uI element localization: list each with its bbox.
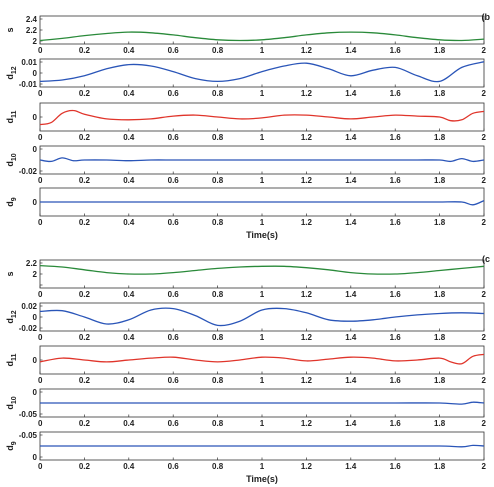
x-tick-label: 1.2 (300, 333, 312, 342)
x-tick-label: 0 (38, 462, 43, 471)
x-tick-label: 0.2 (78, 462, 90, 471)
x-tick-label: 0.4 (123, 376, 135, 385)
x-tick-label: 0.4 (123, 333, 135, 342)
x-tick-label: 0.6 (167, 89, 179, 98)
subplot-1-2 (5, 346, 487, 385)
x-tick-label: 1.4 (345, 462, 357, 471)
x-tick-label: 0.4 (123, 218, 135, 227)
x-tick-label: 0 (38, 133, 43, 142)
y-axis-title-base: s (5, 271, 15, 277)
y-tick-label: 0.01 (21, 58, 37, 67)
x-tick-label: 2 (481, 419, 486, 428)
x-tick-label: 1.4 (345, 133, 357, 142)
x-tick-label: 1 (259, 218, 265, 227)
y-tick-label: 2.2 (25, 26, 37, 35)
x-tick-label: 1.8 (434, 419, 446, 428)
y-axis-title-base: d (5, 161, 15, 167)
x-tick-label: 0.8 (212, 218, 224, 227)
y-tick-label: 2 (32, 270, 37, 279)
axes-box (40, 303, 484, 331)
x-tick-label: 1.8 (434, 218, 446, 227)
x-tick-label: 1 (259, 176, 265, 185)
y-tick-label: 0 (32, 356, 37, 365)
series-line (40, 158, 484, 162)
x-tick-label: 2 (481, 218, 486, 227)
x-tick-label: 0.8 (212, 89, 224, 98)
x-tick-label: 0.8 (212, 376, 224, 385)
x-tick-label: 1.2 (300, 462, 312, 471)
x-tick-label: 2 (481, 333, 486, 342)
x-tick-label: 1.6 (389, 419, 401, 428)
y-axis-title-subscript: 12 (11, 66, 18, 75)
x-tick-label: 0.2 (78, 333, 90, 342)
y-tick-label: 0 (32, 198, 37, 207)
y-axis-title (5, 396, 18, 409)
x-tick-label: 1.6 (389, 46, 401, 55)
x-tick-label: 0 (38, 218, 43, 227)
y-tick-label: 0.02 (21, 302, 37, 311)
x-tick-label: 0.4 (123, 46, 135, 55)
y-axis-title-base: d (5, 318, 15, 324)
x-tick-label: 0.8 (212, 419, 224, 428)
x-tick-label: 0 (38, 333, 43, 342)
x-tick-label: 1.8 (434, 89, 446, 98)
y-axis-title-base: d (5, 117, 15, 124)
x-tick-label: 1.6 (389, 462, 401, 471)
x-tick-label: 1.2 (300, 133, 312, 142)
x-tick-label: 1.2 (300, 376, 312, 385)
y-axis-title (5, 27, 15, 32)
x-tick-label: 0.4 (123, 176, 135, 185)
y-axis-title-subscript: 9 (11, 441, 18, 446)
subplot-1-1 (5, 302, 487, 342)
y-axis-title-base: d (5, 201, 15, 207)
x-tick-label: 1 (259, 133, 265, 142)
x-tick-label: 1.4 (345, 376, 357, 385)
series-line (40, 354, 484, 364)
x-tick-label: 1.2 (300, 89, 312, 98)
x-tick-label: 1.8 (434, 462, 446, 471)
y-tick-label: 0 (32, 145, 37, 154)
y-axis-title-base: d (5, 404, 15, 410)
x-tick-label: 1.8 (434, 133, 446, 142)
y-axis-title-base: d (5, 74, 15, 80)
subplot-1-4 (5, 431, 487, 471)
y-axis-title (5, 441, 18, 451)
x-tick-label: 2 (481, 376, 486, 385)
y-axis-title-subscript: 11 (11, 110, 18, 118)
x-tick-label: 1 (259, 462, 265, 471)
y-tick-label: -0.02 (18, 167, 37, 176)
x-tick-label: 0.8 (212, 46, 224, 55)
x-tick-label: 0.8 (212, 290, 224, 299)
x-tick-label: 1.2 (300, 290, 312, 299)
y-tick-label: -0.05 (18, 431, 37, 440)
y-axis-title-subscript: 10 (11, 153, 18, 162)
y-tick-label: 2.4 (25, 15, 37, 24)
x-tick-label: 0.6 (167, 46, 179, 55)
x-tick-label: 2 (481, 462, 486, 471)
x-tick-label: 1.2 (300, 46, 312, 55)
x-tick-label: 0.6 (167, 218, 179, 227)
x-tick-label: 1.6 (389, 218, 401, 227)
series-line (40, 201, 484, 205)
y-tick-label: -0.05 (18, 410, 37, 419)
y-axis-title (5, 197, 18, 207)
subplot-0-0 (5, 15, 487, 55)
x-tick-label: 1 (259, 376, 265, 385)
y-axis-title-subscript: 11 (11, 353, 18, 361)
x-tick-label: 0.8 (212, 333, 224, 342)
y-tick-label: -0.02 (18, 324, 37, 333)
x-tick-label: 0.6 (167, 419, 179, 428)
y-tick-label: 0 (32, 69, 37, 78)
y-tick-label: -0.01 (18, 80, 37, 89)
panel-label: (b (481, 12, 490, 22)
x-tick-label: 0 (38, 46, 43, 55)
y-axis-title-base: d (5, 360, 15, 367)
x-tick-label: 1.6 (389, 333, 401, 342)
x-tick-label: 0.4 (123, 290, 135, 299)
x-tick-label: 0.2 (78, 218, 90, 227)
axes-box (40, 260, 484, 288)
axes-box (40, 59, 484, 87)
x-tick-label: 0.4 (123, 133, 135, 142)
x-tick-label: 0.8 (212, 176, 224, 185)
chart-panel-0 (5, 12, 490, 240)
x-axis-title: Time(s) (246, 230, 278, 240)
x-tick-label: 0 (38, 376, 43, 385)
x-tick-label: 1.4 (345, 419, 357, 428)
series-line (40, 62, 484, 82)
x-tick-label: 1.8 (434, 290, 446, 299)
y-axis-title (5, 353, 18, 366)
x-tick-label: 1.6 (389, 133, 401, 142)
x-tick-label: 1.8 (434, 46, 446, 55)
series-line (40, 110, 484, 124)
x-tick-label: 0 (38, 419, 43, 428)
x-tick-label: 0.6 (167, 462, 179, 471)
x-tick-label: 0.6 (167, 376, 179, 385)
subplot-1-3 (5, 388, 487, 428)
y-axis-title-base: s (5, 27, 15, 33)
y-tick-label: 0 (32, 388, 37, 397)
y-tick-label: 0 (32, 453, 37, 462)
series-line (40, 445, 484, 446)
y-axis-title (5, 66, 18, 79)
x-tick-label: 0.2 (78, 89, 90, 98)
x-tick-label: 2 (481, 290, 486, 299)
x-tick-label: 0.8 (212, 462, 224, 471)
x-tick-label: 1.4 (345, 290, 357, 299)
x-tick-label: 0.6 (167, 290, 179, 299)
x-tick-label: 1.8 (434, 176, 446, 185)
x-tick-label: 1.4 (345, 46, 357, 55)
x-tick-label: 0 (38, 89, 43, 98)
x-tick-label: 0.6 (167, 133, 179, 142)
series-line (40, 402, 484, 404)
x-tick-label: 1.6 (389, 89, 401, 98)
x-tick-label: 1.4 (345, 333, 357, 342)
y-axis-title-base: d (5, 445, 15, 451)
x-tick-label: 0.6 (167, 333, 179, 342)
x-tick-label: 1.2 (300, 218, 312, 227)
x-axis-title: Time(s) (246, 474, 278, 484)
subplot-1-0 (5, 259, 487, 299)
x-tick-label: 1.6 (389, 290, 401, 299)
x-tick-label: 1.8 (434, 376, 446, 385)
panel-label: (c (481, 254, 490, 264)
x-tick-label: 1.2 (300, 176, 312, 185)
y-axis-title (5, 271, 15, 276)
subplot-0-3 (5, 145, 487, 185)
x-tick-label: 2 (481, 46, 486, 55)
y-axis-title-subscript: 10 (11, 396, 18, 405)
series-line (40, 308, 484, 325)
x-tick-label: 0.2 (78, 46, 90, 55)
series-line (40, 32, 484, 40)
y-axis-title (5, 153, 18, 166)
x-tick-label: 0.2 (78, 133, 90, 142)
x-tick-label: 0.4 (123, 89, 135, 98)
x-tick-label: 0.4 (123, 419, 135, 428)
x-tick-label: 1.4 (345, 89, 357, 98)
x-tick-label: 1 (259, 89, 265, 98)
x-tick-label: 0 (38, 290, 43, 299)
x-tick-label: 0.2 (78, 419, 90, 428)
x-tick-label: 1.4 (345, 176, 357, 185)
x-tick-label: 1 (259, 333, 265, 342)
x-tick-label: 1.8 (434, 333, 446, 342)
y-axis-title-subscript: 12 (11, 310, 18, 319)
subplot-0-4 (5, 188, 487, 227)
x-tick-label: 0.2 (78, 290, 90, 299)
x-tick-label: 2 (481, 133, 486, 142)
x-tick-label: 1.6 (389, 376, 401, 385)
x-tick-label: 1.6 (389, 176, 401, 185)
x-tick-label: 2 (481, 89, 486, 98)
axes-box (40, 103, 484, 131)
x-tick-label: 0.4 (123, 462, 135, 471)
x-tick-label: 0 (38, 176, 43, 185)
x-tick-label: 1.2 (300, 419, 312, 428)
series-line (40, 266, 484, 275)
x-tick-label: 1 (259, 290, 265, 299)
x-tick-label: 1 (259, 419, 265, 428)
subplot-0-1 (5, 58, 487, 98)
x-tick-label: 1.4 (345, 218, 357, 227)
x-tick-label: 0.2 (78, 176, 90, 185)
y-tick-label: 2.2 (25, 259, 37, 268)
y-axis-title-subscript: 9 (11, 197, 18, 202)
x-tick-label: 0.6 (167, 176, 179, 185)
x-tick-label: 1 (259, 46, 265, 55)
y-axis-title (5, 110, 18, 123)
chart-panel-1 (5, 254, 490, 484)
y-tick-label: 0 (32, 313, 37, 322)
x-tick-label: 0.2 (78, 376, 90, 385)
x-tick-label: 2 (481, 176, 486, 185)
x-tick-label: 0.8 (212, 133, 224, 142)
y-tick-label: 2 (32, 37, 37, 46)
subplot-0-2 (5, 103, 487, 142)
y-axis-title (5, 310, 18, 323)
y-tick-label: 0 (32, 113, 37, 122)
